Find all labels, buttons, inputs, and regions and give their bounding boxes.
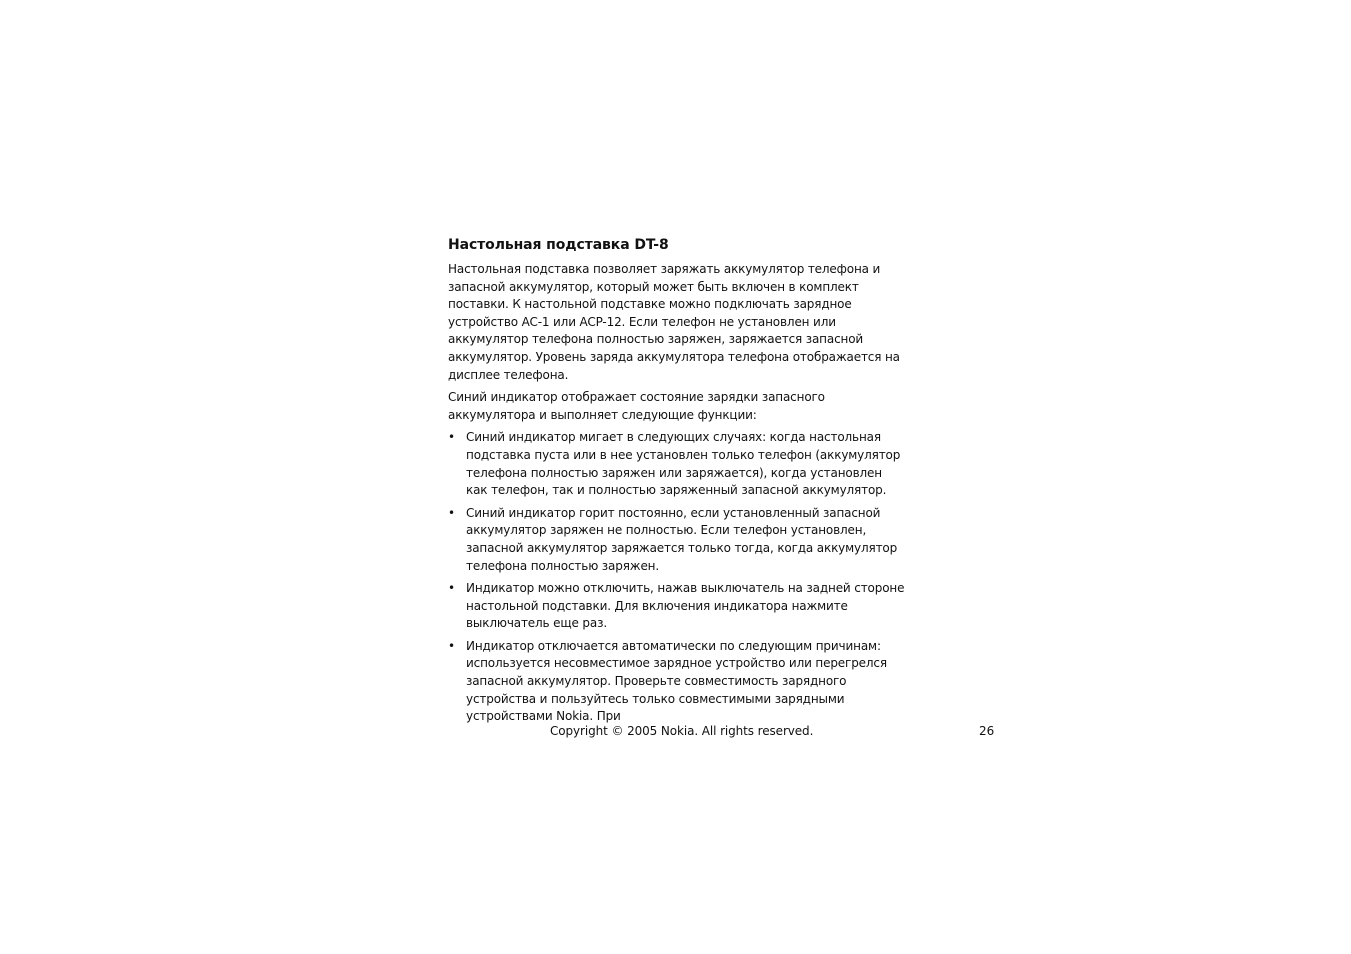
bullet-icon: • xyxy=(448,430,455,445)
bullet-icon: • xyxy=(448,581,455,596)
list-item-text: Индикатор можно отключить, нажав выключатель на задней стороне настольной подставки. Для включения индикатора нажмите выключатель еще раз. xyxy=(466,581,905,631)
document-body xyxy=(448,236,906,731)
bullet-icon: • xyxy=(448,505,455,520)
list-item xyxy=(448,429,906,499)
page-number: 26 xyxy=(979,724,995,738)
bullet-icon: • xyxy=(448,638,455,653)
list-item-text: Синий индикатор горит постоянно, если установленный запасной аккумулятор заряжен не полностью. Если телефон установлен, запасной аккумулятор заряжается только тогда, когда аккумулятор телефона полностью заряжен. xyxy=(466,505,898,573)
indicator-paragraph: Синий индикатор отображает состояние зарядки запасного аккумулятора и выполняет следующие функции: xyxy=(448,390,825,422)
section-heading: Настольная подставка DT-8 xyxy=(448,237,669,253)
indicator-functions-list xyxy=(448,429,906,726)
list-item-text: Индикатор отключается автоматически по следующим причинам: используется несовместимое зарядное устройство или перегрелся запасной аккумулятор. Проверьте совместимость зарядного устройства и пользуйтесь только совместимыми зарядными устройствами Nokia. При xyxy=(466,638,887,724)
list-item xyxy=(448,505,906,575)
intro-paragraph: Настольная подставка позволяет заряжать аккумулятор телефона и запасной аккумулятор, который может быть включен в комплект поставки. К настольной подставке можно подключать зарядное устройство AC-1 или ACP-12. Если телефон не установлен или аккумулятор телефона полностью заряжен, заряжается запасной аккумулятор. Уровень заряда аккумулятора телефона отображается на дисплее телефона. xyxy=(448,262,900,382)
list-item xyxy=(448,580,906,633)
copyright-notice: Copyright © 2005 Nokia. All rights reserved. xyxy=(550,724,814,738)
list-item xyxy=(448,638,906,726)
list-item-text: Синий индикатор мигает в следующих случаях: когда настольная подставка пуста или в нее установлен только телефон (аккумулятор телефона полностью заряжен или заряжается), когда установлен как телефон, так и полностью заряженный запасной аккумулятор. xyxy=(466,430,901,498)
